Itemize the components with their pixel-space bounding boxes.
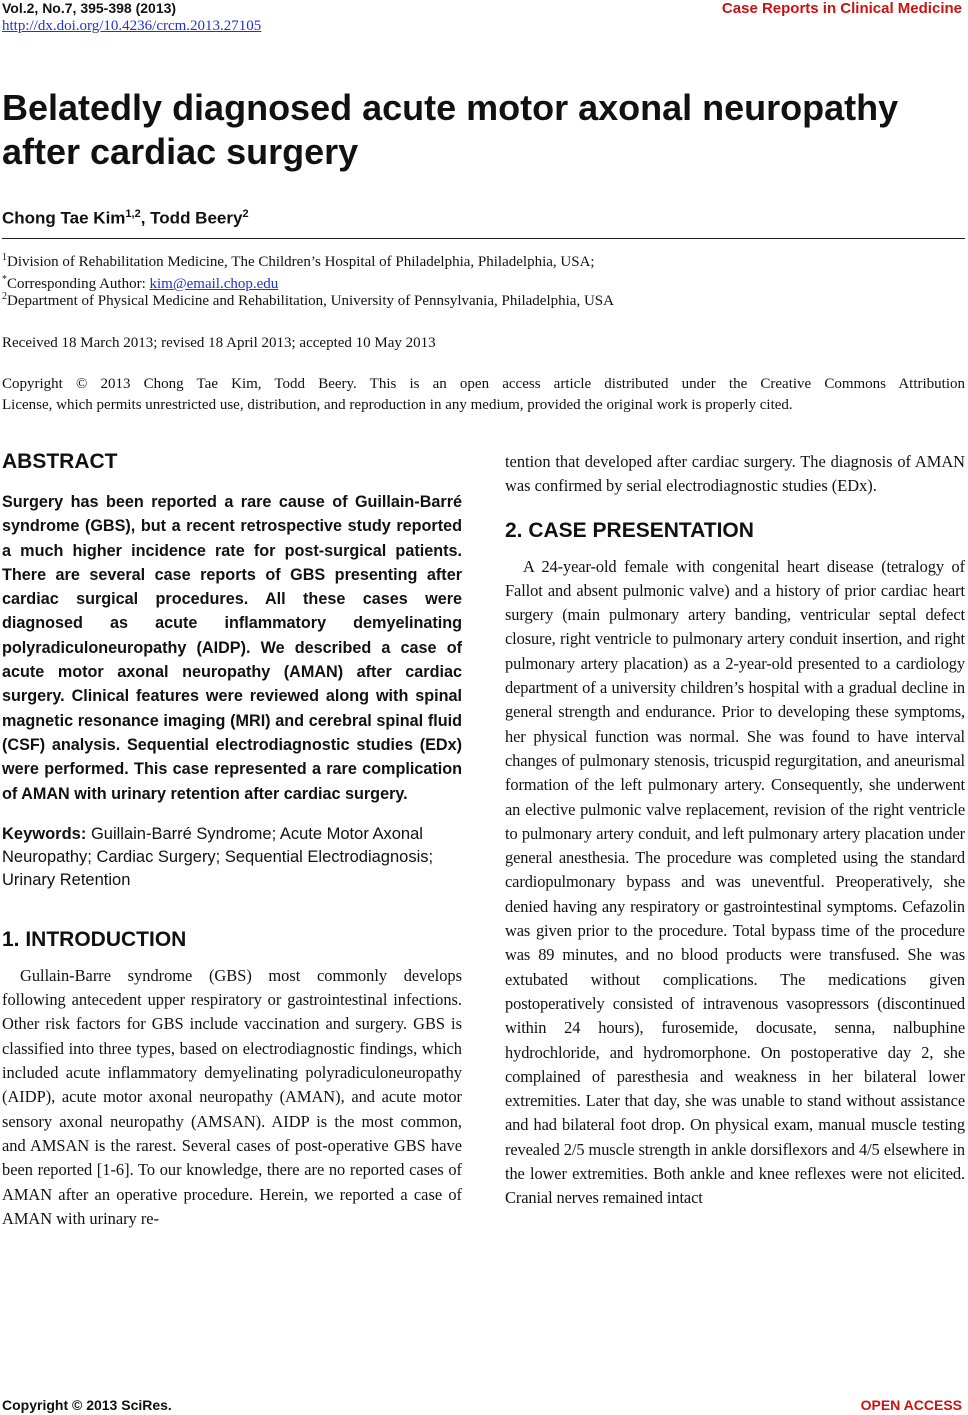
- open-access-badge: OPEN ACCESS: [860, 1397, 962, 1413]
- keywords-text: Guillain-Barré Syndrome; Acute Motor Axonal Neuropathy; Cardiac Surgery; Sequential Electrodiagnosis; Urinary Retention: [2, 824, 434, 889]
- left-column: [2, 450, 462, 1231]
- author-1-affil: 1,2: [125, 208, 141, 220]
- affiliation-2: $^2$Department of Physical Medicine and Rehabilitation, University of Pennsylvania, Philadelphia, USA: [2, 291, 614, 309]
- corresponding-author: *Corresponding Author: kim@email.chop.edu: [2, 274, 279, 292]
- author-2: Todd Beery: [150, 208, 243, 228]
- introduction-heading: 1. INTRODUCTION: [2, 927, 187, 951]
- journal-name: Case Reports in Clinical Medicine: [721, 0, 962, 17]
- volume-info: Vol.2, No.7, 395-398 (2013): [2, 0, 177, 16]
- author-list: [2, 208, 249, 229]
- author-2-affil: 2: [242, 208, 249, 220]
- received-dates: Received 18 March 2013; revised 18 April 2013; accepted 10 May 2013: [2, 335, 436, 351]
- copyright-line-2: License, which permits unrestricted use, distribution, and reproduction in any medium, provided the original work is properly cited.: [2, 397, 793, 413]
- footer-copyright: Copyright © 2013 SciRes.: [2, 1397, 172, 1413]
- abstract-text: Surgery has been reported a rare cause of Guillain-Barré syndrome (GBS), but a recent retrospective study reported a much higher incidence rate for post-surgical patients. There are several case reports of GBS presenting after cardiac surgical procedures. All these cases were diagnosed as acute inflammatory demyelinating polyradiculoneuropathy (AIDP). We described a case of acute motor axonal neuropathy (AMAN) after cardiac surgery. Clinical features were reviewed along with spinal magnetic resonance imaging (MRI) and cerebral spinal fluid (CSF) analysis. Sequential electrodiagnostic studies (EDx) were performed. This case represented a rare complication of AMAN with urinary retention after cardiac surgery.: [2, 493, 462, 803]
- email-link[interactable]: kim@email.chop.edu: [149, 276, 279, 292]
- keywords-label: Keywords:: [2, 824, 87, 843]
- case-text: A 24-year-old female with congenital heart disease (tetralogy of Fallot and absent pulmonic valve) and a history of prior cardiac heart surgery (main pulmonary artery banding, ventricular septal defect closure, right ventricle to pulmonary artery conduit insertion, and right pulmonary artery placation) as a 2-year-old presented to a cardiology department of a university children’s hospital with a gradual decline in general strength and endurance. Prior to developing these symptoms, her physical function was normal. She was found to have interval changes of pulmonary stenosis, tricuspid regurgitation, and aneurismal formation of the left pulmonary artery. Consequently, she underwent an elective pulmonic valve replacement, revision of the right ventricle to pulmonary artery conduit, and left pulmonary artery placation under general anesthesia. The procedure was completed using the standard cardiopulmonary bypass and was uneventful. Preoperatively, she denied having any respiratory or gastrointestinal symptoms. Cefazolin was given prior to the procedure. Total bypass time of the procedure was 89 minutes, and no blood products were transfused. She was extubated without complications. The medications given postoperatively consisted of intravenous vasopressors (discontinued within 24 hours), furosemide, docusate, senna, nalbuphine hydrochloride, and hydromorphone. On postoperative day 2, she complained of paresthesia and weakness in her bilateral lower extremities. Later that day, she was unable to stand without assistance and had bilateral foot drop. On physical exam, manual muscle testing revealed 2/5 muscle strength in ankle dorsiflexors and 4/5 elsewhere in the lower extremities. Both ankle and knee reflexes were not elicited. Cranial nerves remained intact: [505, 556, 965, 1208]
- right-column: [505, 450, 965, 1211]
- author-separator: ,: [140, 208, 151, 228]
- affiliation-1: $^1$Division of Rehabilitation Medicine, The Children’s Hospital of Philadelphia, Philadelphia, USA;: [2, 252, 595, 270]
- doi-link[interactable]: http://dx.doi.org/10.4236/crcm.2013.27105: [2, 18, 262, 34]
- copyright-line-1: Copyright © 2013 Chong Tae Kim, Todd Beery. This is an open access article distributed under the Creative Commons Attribution: [2, 376, 965, 392]
- case-heading: 2. CASE PRESENTATION: [505, 518, 754, 542]
- header-divider: [2, 238, 965, 239]
- author-1: Chong Tae Kim: [2, 208, 126, 228]
- introduction-continued: tention that developed after cardiac surgery. The diagnosis of AMAN was confirmed by serial electrodiagnostic studies (EDx).: [505, 452, 965, 496]
- introduction-text: Gullain-Barre syndrome (GBS) most commonly develops following antecedent upper respiratory or gastrointestinal infections. Other risk factors for GBS include vaccination and surgery. GBS is classified into three types, based on electrodiagnostic findings, which included acute inflammatory demyelinating polyradiculoneuropathy (AIDP), acute motor axonal neuropathy (AMAN), and acute motor sensory axonal neuropathy (AMSAN). AIDP is the most common, and AMSAN is the rarest. Several cases of post-operative GBS have been reported [1-6]. To our knowledge, there are no reported cases of AMAN after an operative procedure. Herein, we reported a case of AMAN with urinary re-: [2, 965, 462, 1228]
- article-title: Belatedly diagnosed acute motor axonal neuropathy after cardiac surgery: [2, 87, 899, 172]
- keywords: [2, 823, 462, 892]
- abstract-heading: ABSTRACT: [2, 450, 118, 473]
